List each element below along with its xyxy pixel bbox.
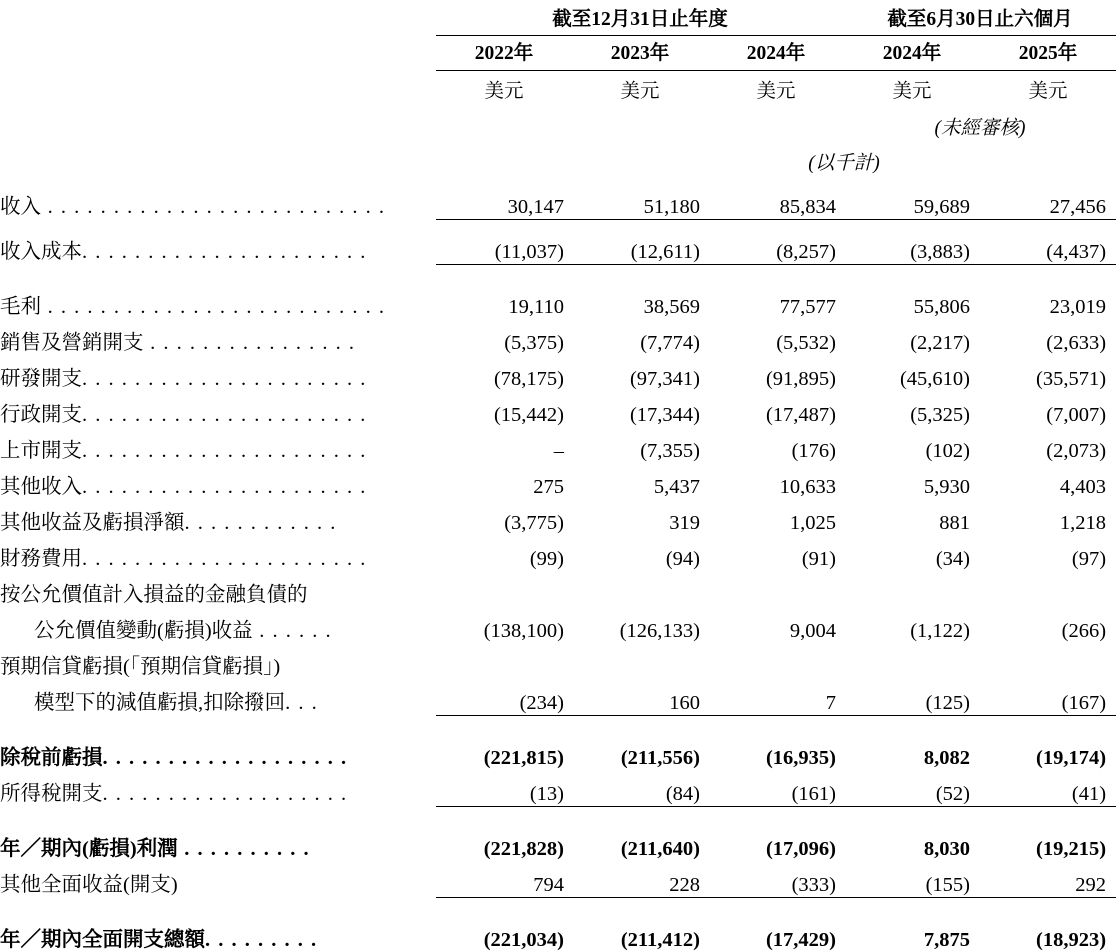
row-value: (266) [1061,620,1107,642]
row-value: 4,403 [1059,476,1107,498]
row-value: (7,774) [640,332,700,354]
row-label-text: 公允價值變動(虧損)收益 [34,620,253,642]
row-label-text: 所得稅開支 [0,783,103,805]
row-value: 5,437 [653,476,700,498]
row-rule [0,219,1116,228]
column-currency-5: 美元 [1028,81,1068,102]
table-row [0,319,1116,355]
rule-segment [572,897,708,906]
row-label [0,607,436,643]
row-value: 794 [533,873,564,896]
row-value: 319 [669,512,700,534]
row-label-text: 上市開支 [0,440,82,462]
row-value: (94) [665,548,700,570]
row-value: (221,034) [483,929,564,951]
row-value: (84) [665,782,700,805]
table-row [0,861,1116,897]
rule-segment [436,264,572,273]
row-value [980,571,1116,607]
header-thousands-row [0,140,1116,175]
row-label-text: 毛利 [0,296,41,318]
rule-segment [844,264,980,273]
row-value: (1,122) [910,620,971,642]
thousands-note: (以千計) [808,153,880,174]
rule-segment [980,806,1116,815]
row-label [0,643,436,679]
rule-segment [980,897,1116,906]
row-value: 51,180 [643,195,700,218]
row-value: 77,577 [779,296,837,318]
rule-segment [980,219,1116,228]
row-value: (17,429) [765,929,837,951]
header-blank-cell-9 [436,140,572,175]
table-row [0,643,1116,679]
leader-dots: . . . . . . . . . . . . . . . . . . . . . . [82,368,367,390]
column-header-year-2: 2023年 [572,35,708,70]
rule-segment [980,715,1116,724]
row-value [572,571,708,607]
row-value: (13) [529,782,564,805]
row-value: (3,775) [504,512,564,534]
row-value: (78,175) [493,368,564,390]
row-label-text: 其他收益及虧損淨額 [0,512,185,534]
row-label [0,571,436,607]
row-label-text: 年／期內全面開支總額 [0,929,205,951]
table-row [0,355,1116,391]
table-row [0,535,1116,571]
header-blank-cell-11 [980,140,1116,175]
row-value: (8,257) [776,240,837,263]
row-value: (97) [1071,548,1107,570]
group-header-annual: 截至12月31日止年度 [436,0,844,35]
row-value: (17,096) [765,838,837,860]
table-row [0,607,1116,643]
leader-dots: . . . [285,692,319,714]
header-blank-cell-7 [708,105,844,140]
row-label [0,734,436,770]
leader-dots: . . . . . . . . . . . . [184,512,337,534]
row-value: 10,633 [779,476,837,498]
row-value: (17,487) [765,404,837,426]
row-value: (176) [791,440,837,462]
row-value: 59,689 [913,195,971,218]
column-header-year-3: 2024年 [708,35,844,70]
row-value [980,643,1116,679]
rule-segment [708,897,844,906]
header-blank-cell [0,0,436,35]
row-spacer [0,273,1116,283]
table-row [0,391,1116,427]
row-value: 9,004 [789,620,837,642]
rule-segment [572,264,708,273]
row-value: (12,611) [630,240,700,263]
leader-dots: . . . . . . . . . . . . . . . . . . . . . . [82,404,367,426]
row-value: 7 [825,691,837,714]
row-value [436,571,572,607]
row-value: (41) [1071,782,1107,805]
table-row [0,427,1116,463]
row-label [0,228,436,264]
row-value: (16,935) [765,747,837,769]
table-row [0,183,1116,219]
row-label-text: 財務費用 [0,548,82,570]
table-row [0,916,1116,952]
row-value: 1,218 [1059,512,1107,534]
row-spacer [0,906,1116,916]
table-row [0,499,1116,535]
row-label [0,319,436,355]
header-currency-row [0,70,1116,105]
row-value: (211,412) [620,929,700,951]
column-currency-3: 美元 [756,81,796,102]
row-value: 23,019 [1049,296,1107,318]
row-value: 160 [669,691,700,714]
rule-segment [572,219,708,228]
rule-segment [572,806,708,815]
rule-segment [708,219,844,228]
row-value: 55,806 [913,296,971,318]
rule-segment [844,219,980,228]
row-value: (167) [1061,691,1107,714]
row-value: (155) [925,873,971,896]
rule-segment [844,897,980,906]
leader-dots: . . . . . . [252,620,333,642]
rule-segment [708,806,844,815]
row-label-text: 收入成本 [0,241,82,263]
row-value: (5,325) [910,404,971,426]
rule-blank [0,806,436,815]
row-value: (7,355) [640,440,700,462]
row-value: 292 [1075,873,1107,896]
row-rule [0,806,1116,815]
rule-segment [436,219,572,228]
rule-segment [980,264,1116,273]
row-value: (221,828) [483,838,564,860]
row-label [0,861,436,897]
row-value: (97,341) [629,368,700,390]
row-value: (333) [791,873,837,896]
row-label-text: 按公允價值計入損益的金融負債的 [0,584,308,606]
leader-dots: . . . . . . . . . . . . . . . . . . . [102,783,348,805]
leader-dots: . . . . . . . . . . . . . . . . . . . . . . . . . . [41,196,386,218]
group-header-interim: 截至6月30日止六個月 [844,0,1116,35]
row-value: (211,556) [620,747,700,769]
row-value: 19,110 [508,296,564,318]
row-label [0,283,436,319]
rule-blank [0,264,436,273]
row-label-text: 其他收入 [0,476,82,498]
row-value: (7,007) [1046,404,1107,426]
row-label-text: 模型下的減值虧損,扣除撥回 [34,692,286,714]
table-row [0,571,1116,607]
rule-segment [572,715,708,724]
row-label-text: 其他全面收益(開支) [0,874,178,896]
table-row [0,825,1116,861]
row-value: 85,834 [779,195,837,218]
row-label [0,916,436,952]
row-value: (19,215) [1036,838,1107,860]
rule-segment [708,264,844,273]
leader-dots: . . . . . . . . . . [177,838,311,860]
header-blank-cell-2 [0,35,436,70]
row-value: (19,174) [1036,747,1107,769]
row-value: (99) [529,548,564,570]
row-rule [0,264,1116,273]
row-value: (15,442) [493,404,564,426]
row-value: (3,883) [910,240,971,263]
row-value: (4,437) [1046,240,1107,263]
row-spacer [0,815,1116,825]
row-value: 27,456 [1049,195,1107,218]
header-blank-cell-5 [436,105,572,140]
rule-segment [436,897,572,906]
row-label [0,825,436,861]
header-blank-cell-10 [572,140,708,175]
row-label-text: 行政開支 [0,404,82,426]
row-label-text: 銷售及營銷開支 [0,332,144,354]
row-value: (221,815) [483,747,564,769]
row-value [436,643,572,679]
column-header-year-4: 2024年 [844,35,980,70]
row-label [0,770,436,806]
statement-rows [0,183,1116,952]
leader-dots: . . . . . . . . . . . . . . . . . . . . . . [82,476,367,498]
header-unaudited-row [0,105,1116,140]
header-spacer [0,175,1116,183]
rule-segment [844,806,980,815]
row-value: (5,532) [776,332,837,354]
row-value: – [553,440,564,462]
table-row [0,283,1116,319]
rule-blank [0,897,436,906]
row-value [708,643,844,679]
row-value: 30,147 [507,195,564,218]
row-value: 275 [533,476,564,498]
row-value: (102) [925,440,971,462]
unaudited-note: (未經審核) [934,118,1026,139]
row-value: (34) [935,548,971,570]
table-row [0,228,1116,264]
rule-blank [0,715,436,724]
row-label [0,391,436,427]
row-value: (35,571) [1036,368,1107,390]
column-header-year-1: 2022年 [436,35,572,70]
row-value: 8,030 [923,838,971,860]
row-label [0,499,436,535]
row-value: (52) [935,782,971,805]
row-value: (2,633) [1046,332,1107,354]
header-blank-cell-8 [0,140,436,175]
column-header-year-5: 2025年 [980,35,1116,70]
rule-segment [708,715,844,724]
row-value: (5,375) [504,332,564,354]
row-value: 881 [939,512,971,534]
table-row [0,734,1116,770]
row-label [0,355,436,391]
leader-dots: . . . . . . . . . . . . . . . . . . . . . . [82,548,367,570]
row-value: 38,569 [643,296,700,318]
row-label [0,463,436,499]
row-value: 5,930 [923,476,971,498]
row-label [0,535,436,571]
table-row [0,770,1116,806]
leader-dots: . . . . . . . . . . . . . . . . . . . . . . [82,241,367,263]
row-value: 228 [669,873,700,896]
rule-segment [436,715,572,724]
leader-dots: . . . . . . . . . . . . . . . . . . . [102,747,348,769]
row-label-text: 收入 [0,196,41,218]
header-blank-cell-4 [0,105,436,140]
row-value: (138,100) [483,620,564,642]
row-value: 8,082 [923,747,971,769]
row-value: (126,133) [619,620,700,642]
row-value: (45,610) [899,368,971,390]
table-row [0,679,1116,715]
row-value [844,571,980,607]
header-group-row [0,0,1116,35]
rule-blank [0,219,436,228]
leader-dots: . . . . . . . . . . . . . . . . [143,332,356,354]
row-value: (11,037) [494,240,564,263]
row-rule [0,897,1116,906]
row-label [0,427,436,463]
row-value: (91) [801,548,837,570]
row-value: (161) [791,782,837,805]
row-value [708,571,844,607]
header-blank-cell-6 [572,105,708,140]
row-value: (2,217) [910,332,971,354]
column-currency-4: 美元 [892,81,932,102]
row-label-text: 預期信貸虧損(「預期信貸虧損」) [0,656,281,678]
row-value [572,643,708,679]
row-label-text: 研發開支 [0,368,82,390]
row-label [0,183,436,219]
row-label-text: 年／期內(虧損)利潤 [0,838,178,860]
table-row [0,463,1116,499]
row-value: (234) [519,691,564,714]
row-label [0,679,436,715]
row-label-text: 除稅前虧損 [0,747,103,769]
leader-dots: . . . . . . . . . . . . . . . . . . . . . . . . . . [41,296,386,318]
leader-dots: . . . . . . . . . [205,929,318,951]
column-currency-1: 美元 [484,81,524,102]
header-year-row [0,35,1116,70]
row-value: (91,895) [765,368,837,390]
column-currency-2: 美元 [620,81,660,102]
row-spacer [0,724,1116,734]
row-value: (17,344) [629,404,700,426]
row-value [844,643,980,679]
row-value: 7,875 [923,929,971,951]
row-rule [0,715,1116,724]
header-blank-cell-3 [0,70,436,105]
row-value: (125) [925,691,971,714]
row-value: (2,073) [1046,440,1107,462]
row-value: 1,025 [789,512,837,534]
leader-dots: . . . . . . . . . . . . . . . . . . . . . . [82,440,367,462]
row-value: (18,923) [1036,929,1107,951]
row-value: (211,640) [620,838,700,860]
rule-segment [436,806,572,815]
rule-segment [844,715,980,724]
